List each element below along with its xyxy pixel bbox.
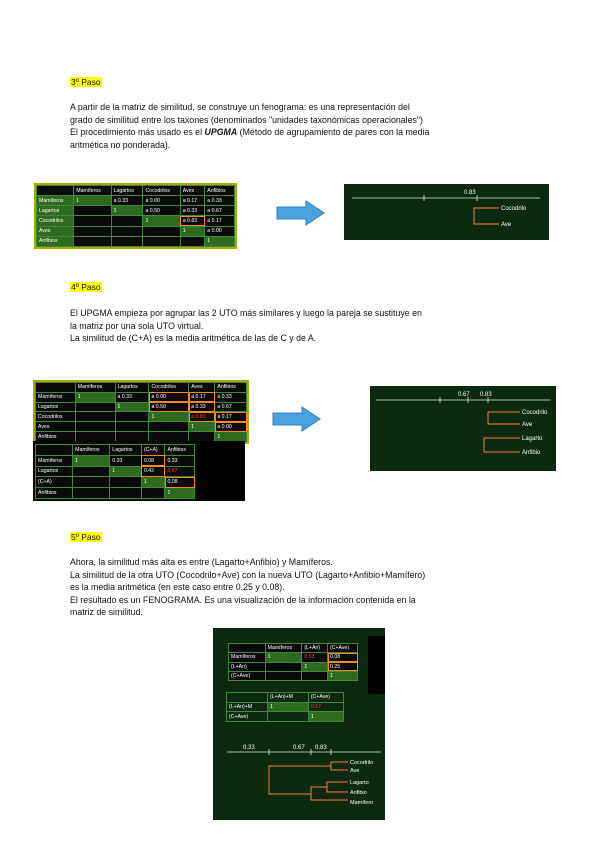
header-cell: (L+An) xyxy=(302,644,328,653)
matrix-cell: 1 xyxy=(115,402,149,412)
matrix-cell: 1 xyxy=(149,412,189,422)
matrix-cell-red: 0.67 xyxy=(165,466,195,477)
matrix-cell: 1 xyxy=(265,653,302,662)
matrix-cell: 1 xyxy=(267,702,308,712)
matrix-cell xyxy=(110,477,142,488)
header-cell xyxy=(229,644,266,653)
step3-heading: 3º Paso xyxy=(71,77,101,87)
header-cell: (C+A) xyxy=(141,445,165,456)
header-cell: Mamíferos xyxy=(75,383,115,393)
taxon-label: Anfibio xyxy=(350,790,367,796)
row-label: Anfibios xyxy=(37,236,74,246)
matrix-cell-highlighted: a 0.83 xyxy=(189,412,215,422)
matrix-cell: 1 xyxy=(328,671,358,680)
header-cell: Anfibios xyxy=(215,383,247,393)
row-label: Mamíferos xyxy=(229,653,266,662)
matrix-cell xyxy=(302,671,328,680)
matrix-cell-highlighted: 0.08 xyxy=(141,455,165,466)
taxon-label: Anfibio xyxy=(522,450,541,456)
header-cell: Lagartos xyxy=(111,186,143,196)
row-label: Mamíferos xyxy=(37,196,74,206)
matrix-cell xyxy=(74,236,111,246)
right-arrow-icon xyxy=(272,406,322,432)
row-label: Mamíferos xyxy=(36,392,76,402)
header-cell xyxy=(36,383,76,393)
scale-label: 0.67 xyxy=(293,745,305,751)
matrix-cell: 1 xyxy=(143,216,180,226)
matrix-cell: 1 xyxy=(141,477,165,488)
matrix-cell: a 0.33 xyxy=(180,206,205,216)
matrix-cell xyxy=(110,488,142,499)
row-label: Lagartos xyxy=(36,402,76,412)
matrix-cell xyxy=(265,662,302,671)
header-cell: (C+Ave) xyxy=(308,693,343,703)
matrix-cell xyxy=(73,477,110,488)
matrix-cell: 1 xyxy=(74,196,111,206)
matrix-cell: a 0.17 xyxy=(205,216,235,226)
matrix-cell xyxy=(74,206,111,216)
header-cell: (L+An)+M xyxy=(267,693,308,703)
scale-label: 0.67 xyxy=(458,392,470,398)
taxon-label: Lagarto xyxy=(350,780,369,786)
matrix-cell xyxy=(111,236,143,246)
header-cell: Mamíferos xyxy=(74,186,111,196)
similarity-matrix-step5-a xyxy=(226,641,360,683)
similarity-matrix-step5-b xyxy=(224,690,346,724)
matrix-cell xyxy=(141,488,165,499)
matrix-cell: 1 xyxy=(165,488,195,499)
matrix-cell xyxy=(111,216,143,226)
header-cell: (C+Ave) xyxy=(328,644,358,653)
header-cell: Anfibios xyxy=(165,445,195,456)
header-cell xyxy=(227,693,268,703)
taxon-label: Cocodrilo xyxy=(522,410,548,416)
row-label: Cocodrilos xyxy=(37,216,74,226)
row-label: (C+Ave) xyxy=(227,712,268,722)
matrix-cell: a 0.33 xyxy=(115,392,149,402)
step4-text: El UPGMA empieza por agrupar las 2 UTO más similares y luego la pareja se sustituye en la matriz por una sola UTO virtual. La similitud de (C+A) es la media aritmética de las de C y de A. xyxy=(70,308,422,344)
scale-label: 0.83 xyxy=(480,392,492,398)
matrix-cell-highlighted: a 0.00 xyxy=(149,392,189,402)
matrix-cell xyxy=(74,226,111,236)
matrix-cell-red: 0.17 xyxy=(308,702,343,712)
matrix-cell-highlighted: a 0.00 xyxy=(215,422,247,432)
matrix-cell: a 0.67 xyxy=(215,402,247,412)
matrix-cell xyxy=(73,466,110,477)
row-label: Mamíferos xyxy=(36,455,73,466)
taxon-label: Ave xyxy=(522,422,533,428)
row-label: (C+A) xyxy=(36,477,73,488)
matrix-cell: a 0.50 xyxy=(143,206,180,216)
taxon-label: Mamífero xyxy=(350,800,374,806)
matrix-cell-highlighted: a 0.17 xyxy=(215,412,247,422)
matrix-cell xyxy=(115,412,149,422)
matrix-cell: 1 xyxy=(110,466,142,477)
matrix-cell xyxy=(111,226,143,236)
panel-black-strip xyxy=(368,636,385,694)
row-label: Aves xyxy=(37,226,74,236)
matrix-cell xyxy=(265,671,302,680)
matrix-cell-highlighted: a 0.83 xyxy=(180,216,205,226)
matrix-cell-highlighted: 0.08 xyxy=(328,653,358,662)
matrix-cell: a 0.67 xyxy=(205,206,235,216)
taxon-label: Cocodrilo xyxy=(350,760,374,766)
similarity-matrix-step4-initial xyxy=(33,380,249,444)
matrix-cell xyxy=(143,226,180,236)
header-cell: Lagartos xyxy=(115,383,149,393)
matrix-cell-highlighted: a 0.50 xyxy=(149,402,189,412)
header-cell xyxy=(36,445,73,456)
matrix-cell: 0.33 xyxy=(165,455,195,466)
row-label: (C+Ave) xyxy=(229,671,266,680)
matrix-cell-highlighted: 0.08 xyxy=(165,477,195,488)
matrix-cell: 1 xyxy=(111,206,143,216)
step5-heading: 5º Paso xyxy=(71,532,101,542)
header-cell: Mamíferos xyxy=(265,644,302,653)
scale-label: 0.33 xyxy=(243,745,255,751)
row-label: Cocodrilos xyxy=(36,412,76,422)
matrix-cell: 0.33 xyxy=(110,455,142,466)
step5-text: Ahora, la similitud más alta es entre (Lagarto+Anfibio) y Mamíferos. La similitud de la otra UTO (Cocodrilo+Ave) con la nueva UTO (Lagarto+Anfibio+Mamífero) es la media aritmética (en este caso entre 0.25 y 0.08). El resultado es un FENOGRAMA. Es una visualización de la información contenida en la matriz de similitud. xyxy=(70,557,426,618)
right-arrow-icon xyxy=(276,200,326,226)
row-label: Anfibios xyxy=(36,432,76,442)
row-label: (L+An)+M xyxy=(227,702,268,712)
taxon-label: Ave xyxy=(501,222,512,228)
matrix-cell: a 0.33 xyxy=(111,196,143,206)
matrix-cell-highlighted: 0.42 xyxy=(141,466,165,477)
matrix-cell: 1 xyxy=(189,422,215,432)
header-cell: Cocodrilos xyxy=(143,186,180,196)
scale-label: 0.83 xyxy=(315,745,327,751)
matrix-cell-highlighted: a 0.33 xyxy=(189,402,215,412)
row-label: Anfibios xyxy=(36,488,73,499)
phenogram-step3 xyxy=(344,184,549,240)
header-cell: Anfibios xyxy=(205,186,235,196)
matrix-cell xyxy=(149,422,189,432)
matrix-cell xyxy=(180,236,205,246)
matrix-cell xyxy=(115,422,149,432)
row-label: Lagartos xyxy=(37,206,74,216)
row-label: Aves xyxy=(36,422,76,432)
matrix-cell: 1 xyxy=(205,236,235,246)
matrix-cell xyxy=(73,488,110,499)
matrix-cell: 1 xyxy=(308,712,343,722)
scale-label: 0.83 xyxy=(464,190,476,196)
matrix-cell: 1 xyxy=(75,392,115,402)
header-cell: Aves xyxy=(180,186,205,196)
similarity-matrix-step4-reduced xyxy=(33,442,197,501)
phenogram-step5 xyxy=(213,740,385,820)
matrix-cell xyxy=(75,412,115,422)
taxon-label: Ave xyxy=(350,768,360,774)
matrix-cell: a 0.33 xyxy=(215,392,247,402)
row-label: Lagartos xyxy=(36,466,73,477)
matrix-cell: 1 xyxy=(215,432,247,442)
header-cell: Cocodrilos xyxy=(149,383,189,393)
matrix-cell: a 0.00 xyxy=(143,196,180,206)
matrix-cell-highlighted: 0.25 xyxy=(328,662,358,671)
header-cell: Mamíferos xyxy=(73,445,110,456)
similarity-matrix-step3 xyxy=(34,183,237,249)
matrix-cell xyxy=(74,216,111,226)
phenogram-step4 xyxy=(370,386,556,471)
matrix-cell: a 0.17 xyxy=(180,196,205,206)
matrix-cell: 1 xyxy=(180,226,205,236)
matrix-cell: 1 xyxy=(302,662,328,671)
taxon-label: Lagarto xyxy=(522,436,543,442)
header-cell: Aves xyxy=(189,383,215,393)
matrix-cell: a 0.33 xyxy=(205,196,235,206)
matrix-cell xyxy=(75,422,115,432)
matrix-cell-red: 0.33 xyxy=(302,653,328,662)
step4-heading: 4º Paso xyxy=(71,282,101,292)
matrix-cell: 1 xyxy=(73,455,110,466)
matrix-cell xyxy=(267,712,308,722)
matrix-cell: a 0.00 xyxy=(205,226,235,236)
step3-text: A partir de la matriz de similitud, se construye un fenograma: es una representación del grado de similitud entre los taxones (denominados "unidades taxonómicas operacionales") El procedimiento más usado es el UPGMA (Método de agrupamiento de pares con la media aritmética no ponderada). xyxy=(70,102,430,150)
header-cell: Lagartos xyxy=(110,445,142,456)
header-cell xyxy=(37,186,74,196)
row-label: (L+An) xyxy=(229,662,266,671)
matrix-cell xyxy=(75,402,115,412)
taxon-label: Cocodrilo xyxy=(501,206,527,212)
matrix-cell xyxy=(143,236,180,246)
matrix-cell-highlighted: a 0.17 xyxy=(189,392,215,402)
